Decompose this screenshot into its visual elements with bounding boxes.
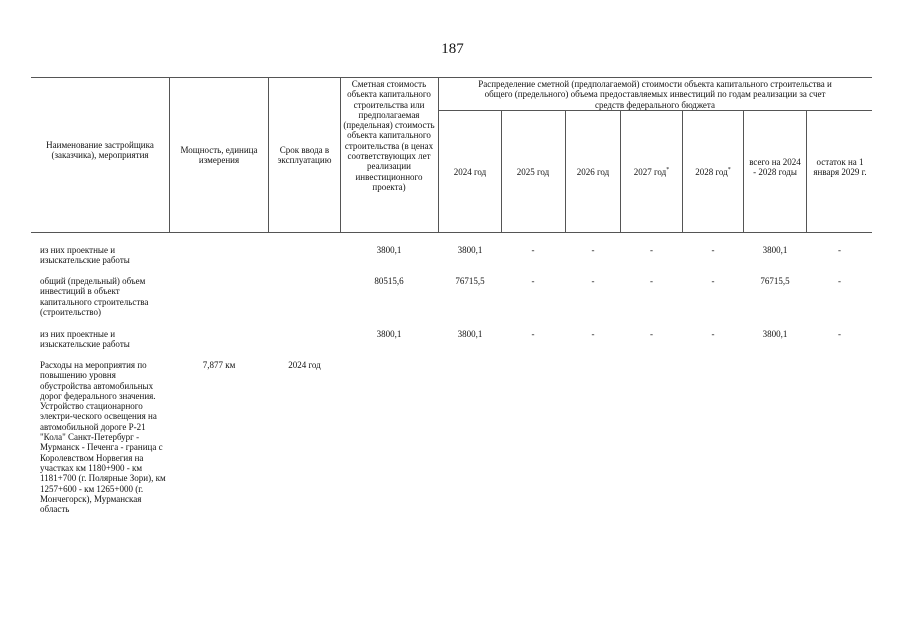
row-2028: - [711, 245, 715, 255]
row-2028: - [711, 276, 715, 286]
row-name: из них проектные и изыскательские работы [40, 245, 130, 266]
row-2028: - [711, 329, 715, 339]
row-2026: - [591, 245, 595, 255]
header-distribution-title: Распределение сметной (предполагаемой) стоимости объекта капитального строительства и общего (предельного) объема предоставляемых инвестиций по годам реализации за счет средств федерального бюджета [478, 79, 832, 110]
row-2024: 3800,1 [457, 245, 483, 255]
col-divider [743, 110, 744, 232]
header-year-2027: 2027 год* [633, 167, 670, 177]
col-divider [438, 77, 439, 232]
row-total: 76715,5 [760, 276, 790, 286]
header-term-column: Срок ввода в эксплуатацию [277, 145, 332, 166]
header-year-2026: 2026 год [576, 167, 610, 177]
row-name: Расходы на мероприятия по повышению уровня обустройства автомобильных дорог федерального значения. Устройство стационарного электри-ческого освещения на автомобильной дороге Р-21 "Кола" Санкт-Петербург - Мурманск - Печенга - граница с Королевством Норвегия на участках км 1180+900 - км 1181+700 (г. Полярные Зори), км 1257+600 - км 1265+000 (г. Мончегорск), Мурманская область [40, 360, 166, 515]
header-capacity-column: Мощность, единица измерения [180, 145, 258, 166]
col-divider [620, 110, 621, 232]
row-2025: - [531, 329, 535, 339]
col-divider [682, 110, 683, 232]
page-number: 187 [441, 41, 464, 57]
row-cost: 3800,1 [376, 245, 402, 255]
row-total: 3800,1 [762, 329, 788, 339]
header-cost-column: Сметная стоимость объекта капитального строительства или предполагаемая (предельная) стоимость объекта капитального строительства (в ценах соответствующих лет реализации инвестиционного проекта) [343, 79, 435, 192]
row-2027: - [650, 245, 653, 255]
row-name: из них проектные и изыскательские работы [40, 329, 130, 350]
row-2026: - [591, 329, 595, 339]
row-2024: 3800,1 [457, 329, 483, 339]
col-divider [340, 77, 341, 232]
header-bottom-border [31, 232, 872, 233]
table-top-border [31, 77, 872, 78]
row-2027: - [650, 329, 653, 339]
col-divider [268, 77, 269, 232]
row-name: общий (предельный) объем инвестиций в объект капитального строительства (строительство) [40, 276, 149, 317]
row-cost: 80515,6 [374, 276, 404, 286]
row-2027: - [650, 276, 653, 286]
row-remainder: - [838, 329, 841, 339]
footnote-mark: * [727, 167, 731, 173]
row-cost: 3800,1 [376, 329, 402, 339]
header-name-column: Наименование застройщика (заказчика), мероприятия [46, 140, 154, 161]
row-capacity: 7,877 км [202, 360, 236, 370]
header-year-2024: 2024 год [453, 167, 487, 177]
header-total-column: всего на 2024 - 2028 годы [749, 157, 801, 178]
row-2026: - [591, 276, 595, 286]
col-divider [501, 110, 502, 232]
row-remainder: - [838, 276, 841, 286]
row-2025: - [531, 276, 535, 286]
header-year-2028: 2028 год* [695, 167, 731, 177]
row-2025: - [531, 245, 535, 255]
row-term: 2024 год [288, 360, 321, 370]
row-remainder: - [838, 245, 841, 255]
col-divider [565, 110, 566, 232]
header-year-2025: 2025 год [516, 167, 550, 177]
col-divider [169, 77, 170, 232]
footnote-mark: * [666, 167, 670, 173]
row-2024: 76715,5 [455, 276, 485, 286]
row-total: 3800,1 [762, 245, 788, 255]
header-remainder-column: остаток на 1 января 2029 г. [813, 157, 867, 178]
col-divider [806, 110, 807, 232]
